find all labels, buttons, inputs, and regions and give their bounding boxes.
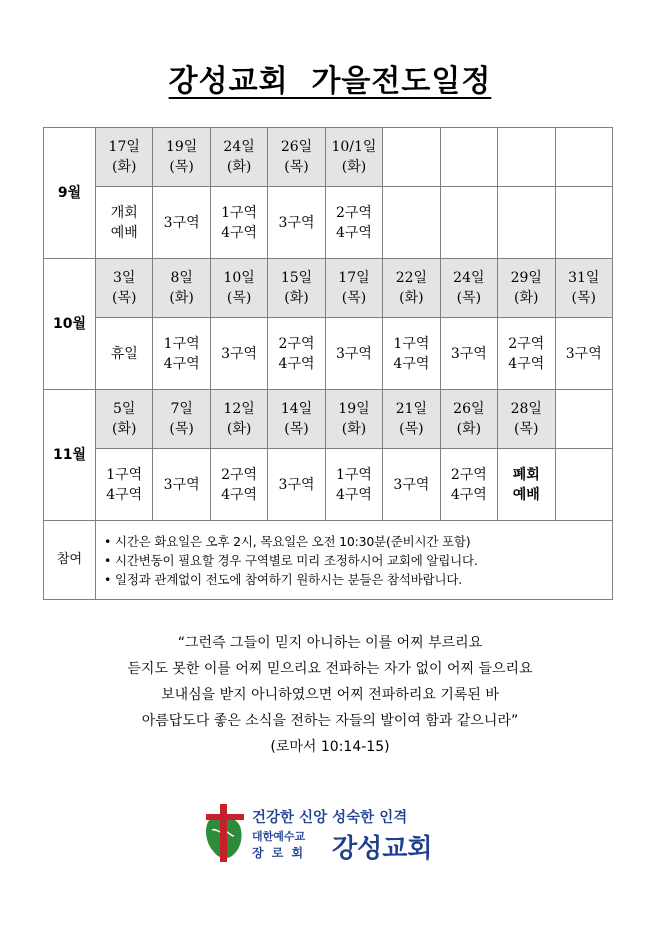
month-label: 9월 [44, 128, 96, 259]
date-cell [96, 259, 153, 318]
day-text: 17일 [108, 139, 140, 155]
activity-cell [268, 449, 325, 521]
date-cell [210, 390, 267, 449]
date-row [44, 128, 613, 187]
activity-text: 4구역 [278, 355, 315, 372]
activity-cell [325, 187, 382, 259]
notes-cell [96, 521, 613, 600]
empty-cell [383, 187, 440, 259]
empty-cell [440, 128, 497, 187]
date-cell [96, 128, 153, 187]
day-text: 24일 [453, 270, 485, 286]
date-cell [325, 390, 382, 449]
date-cell [96, 390, 153, 449]
date-cell [498, 390, 555, 449]
empty-cell [383, 128, 440, 187]
weekday-text: (목) [571, 290, 596, 306]
activity-text: 3구역 [450, 345, 487, 362]
day-text: 17일 [338, 270, 370, 286]
logo-slogan: 건강한 신앙 성숙한 인격 [252, 810, 408, 826]
activity-text: 4구역 [508, 355, 545, 372]
day-text: 19일 [165, 139, 198, 155]
activity-cell [96, 318, 153, 390]
activity-text: 폐회 [512, 466, 540, 483]
activity-text: 3구역 [393, 476, 430, 493]
activity-text: 2구역 [508, 335, 545, 352]
activity-text: 1구역 [335, 466, 372, 483]
date-cell [153, 128, 210, 187]
day-text: 29일 [510, 270, 542, 286]
activity-cell [96, 187, 153, 259]
weekday-text: (화) [341, 159, 367, 175]
day-text: 26일 [453, 401, 485, 417]
schedule-table [43, 127, 613, 600]
activity-text: 4구역 [335, 224, 372, 241]
notes-list [104, 532, 612, 589]
activity-cell [498, 449, 555, 521]
activity-text: 휴일 [110, 345, 138, 362]
day-text: 14일 [280, 401, 313, 417]
activity-text: 1구역 [163, 335, 200, 352]
weekday-text: (화) [341, 421, 367, 437]
church-logo [200, 800, 460, 870]
weekday-text: (목) [284, 159, 309, 175]
day-text: 10일 [223, 270, 255, 286]
weekday-text: (목) [169, 421, 194, 437]
date-cell [268, 259, 325, 318]
activity-text: 3구역 [278, 476, 315, 493]
weekday-text: (화) [226, 159, 252, 175]
activity-cell [268, 318, 325, 390]
activity-cell [498, 318, 555, 390]
date-cell [325, 128, 382, 187]
date-cell [210, 259, 267, 318]
weekday-text: (화) [169, 290, 194, 306]
note-item: • 시간변동이 필요할 경우 구역별로 미리 조정하시어 교회에 알립니다. [104, 551, 612, 570]
activity-cell [153, 187, 210, 259]
quote-reference: (로마서 10:14-15) [270, 739, 390, 755]
weekday-text: (목) [284, 421, 309, 437]
month-label: 10월 [44, 259, 96, 390]
activity-cell [210, 318, 267, 390]
empty-cell [498, 128, 555, 187]
weekday-text: (화) [226, 421, 252, 437]
date-cell [325, 259, 382, 318]
activity-text: 3구역 [163, 214, 200, 231]
activity-cell [96, 449, 153, 521]
day-text: 5일 [113, 401, 136, 417]
quote-line: 아름답도다 좋은 소식을 전하는 자들의 발이여 함과 같으니라” [141, 713, 519, 729]
day-text: 26일 [280, 139, 313, 155]
weekday-text: (목) [111, 290, 137, 306]
day-text: 31일 [568, 270, 600, 286]
activity-cell [153, 449, 210, 521]
activity-text: 개회 [110, 204, 138, 221]
activity-cell [210, 187, 267, 259]
date-cell [268, 390, 325, 449]
activity-cell [268, 187, 325, 259]
weekday-text: (목) [399, 421, 424, 437]
schedule-body [44, 128, 613, 600]
date-row [44, 390, 613, 449]
logo-denomination-2: 장 로 회 [252, 846, 306, 860]
date-cell [440, 390, 497, 449]
activity-text: 4구역 [221, 486, 258, 503]
cross-globe-icon [200, 800, 250, 866]
date-cell [153, 390, 210, 449]
activity-cell [383, 318, 440, 390]
day-text: 7일 [170, 401, 193, 417]
date-cell [555, 259, 613, 318]
activity-cell [325, 318, 382, 390]
activity-row [44, 187, 613, 259]
date-cell [268, 128, 325, 187]
activity-cell [440, 449, 497, 521]
month-label: 11월 [44, 390, 96, 521]
note-item: • 시간은 화요일은 오후 2시, 목요일은 오전 10:30분(준비시간 포함) [104, 532, 612, 551]
empty-cell [555, 449, 613, 521]
weekday-text: (화) [399, 290, 424, 306]
activity-cell [210, 449, 267, 521]
activity-cell [325, 449, 382, 521]
activity-text: 1구역 [393, 335, 430, 352]
page-title-text: 강성교회 가을전도일정 [168, 64, 492, 99]
activity-row [44, 449, 613, 521]
empty-cell [555, 128, 613, 187]
activity-text: 4구역 [106, 486, 143, 503]
activity-text: 4구역 [335, 486, 372, 503]
day-text: 12일 [223, 401, 255, 417]
empty-cell [555, 390, 613, 449]
activity-text: 2구역 [221, 466, 258, 483]
activity-text: 3구역 [278, 214, 315, 231]
activity-text: 3구역 [221, 345, 258, 362]
quote-line: 듣지도 못한 이를 어찌 믿으리요 전파하는 자가 없이 어찌 들으리요 [127, 661, 533, 677]
quote-line: “그런즉 그들이 믿지 아니하는 이를 어찌 부르리요 [177, 635, 483, 651]
date-cell [440, 259, 497, 318]
weekday-text: (화) [284, 290, 309, 306]
day-text: 8일 [170, 270, 193, 286]
activity-text: 예배 [512, 486, 540, 503]
activity-cell [555, 318, 613, 390]
date-cell [153, 259, 210, 318]
quote-line: 보내심을 받지 아니하였으면 어찌 전파하리요 기록된 바 [161, 687, 499, 703]
weekday-text: (목) [226, 290, 252, 306]
activity-cell [383, 449, 440, 521]
notes-label: 참여 [44, 521, 96, 600]
activity-text: 2구역 [335, 204, 372, 221]
activity-text: 2구역 [278, 335, 315, 352]
day-text: 24일 [223, 139, 255, 155]
page-title [0, 56, 660, 100]
activity-text: 4구역 [393, 355, 430, 372]
weekday-text: (목) [514, 421, 539, 437]
date-cell [383, 390, 440, 449]
activity-text: 3구역 [335, 345, 372, 362]
weekday-text: (목) [456, 290, 482, 306]
empty-cell [555, 187, 613, 259]
note-item: • 일정과 관계없이 전도에 참여하기 원하시는 분들은 참석바랍니다. [104, 570, 612, 589]
activity-text: 4구역 [163, 355, 200, 372]
activity-text: 3구역 [163, 476, 200, 493]
date-cell [498, 259, 555, 318]
scripture-quote [0, 630, 660, 760]
date-cell [383, 259, 440, 318]
activity-cell [153, 318, 210, 390]
logo-church-name: 강성교회 [332, 834, 433, 864]
day-text: 22일 [395, 270, 428, 286]
date-row [44, 259, 613, 318]
weekday-text: (화) [514, 290, 539, 306]
empty-cell [440, 187, 497, 259]
weekday-text: (화) [456, 421, 482, 437]
empty-cell [498, 187, 555, 259]
day-text: 10/1일 [331, 139, 377, 155]
activity-text: 3구역 [565, 345, 602, 362]
activity-text: 예배 [110, 224, 138, 241]
day-text: 28일 [510, 401, 542, 417]
day-text: 21일 [395, 401, 428, 417]
weekday-text: (화) [111, 421, 137, 437]
activity-text: 1구역 [106, 466, 143, 483]
activity-cell [440, 318, 497, 390]
activity-text: 2구역 [450, 466, 487, 483]
activity-row [44, 318, 613, 390]
day-text: 19일 [338, 401, 370, 417]
logo-denomination: 대한예수교 [252, 830, 306, 843]
activity-text: 1구역 [221, 204, 258, 221]
activity-text: 4구역 [450, 486, 487, 503]
day-text: 15일 [280, 270, 313, 286]
weekday-text: (목) [341, 290, 367, 306]
day-text: 3일 [113, 270, 136, 286]
activity-text: 4구역 [221, 224, 258, 241]
weekday-text: (화) [111, 159, 137, 175]
notes-row [44, 521, 613, 600]
date-cell [210, 128, 267, 187]
weekday-text: (목) [169, 159, 194, 175]
